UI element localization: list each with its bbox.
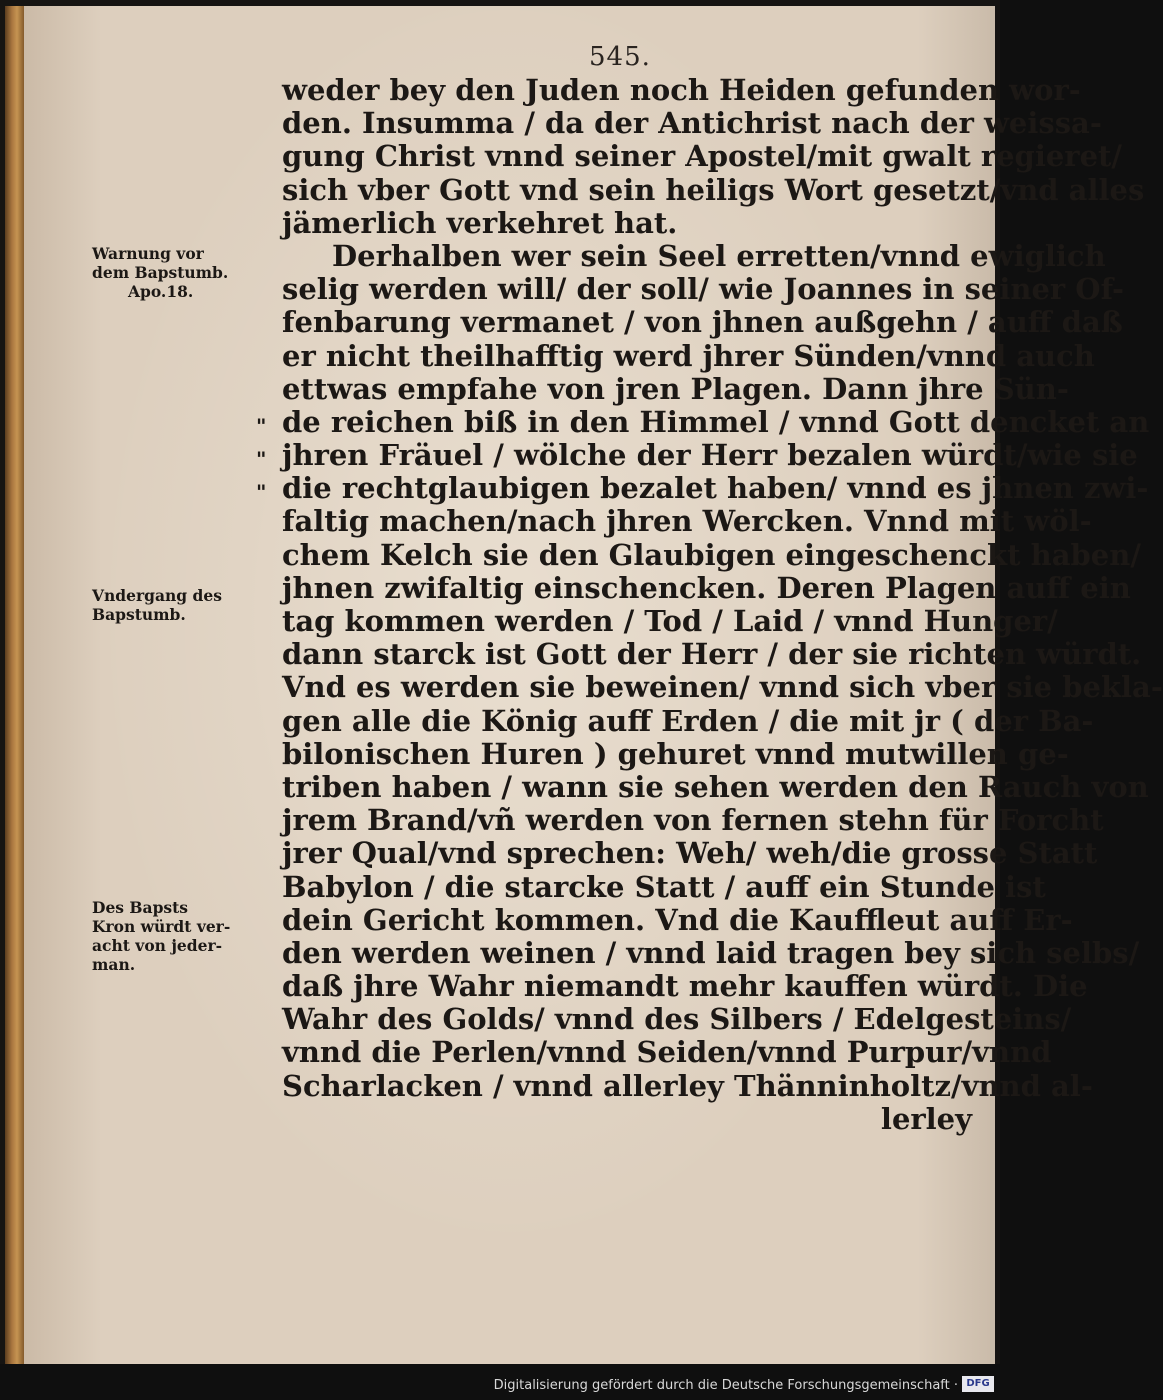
text-line: gung Christ vnnd seiner Apostel/mit gwalt regieret/ bbox=[282, 139, 1123, 174]
margin-note-line: Warnung vor bbox=[92, 244, 204, 263]
text-line: er nicht theilhafftig werd jhrer Sünden/vnnd auch bbox=[282, 338, 1095, 373]
margin-note-line: Bapstumb. bbox=[92, 605, 186, 624]
text-line: dann starck ist Gott der Herr / der sie richten würdt. bbox=[282, 637, 1142, 672]
text-line: die rechtglaubigen bezalet haben/ vnnd es jhnen zwi- bbox=[282, 471, 1149, 506]
margin-note-crown bbox=[92, 898, 230, 974]
text-line: Scharlacken / vnnd allerley Thänninholtz/vnnd al- bbox=[282, 1068, 1093, 1103]
text-line: den. Insumma / da der Antichrist nach der weissa- bbox=[282, 106, 1102, 141]
book-page bbox=[24, 6, 1163, 1364]
text-line: dein Gericht kommen. Vnd die Kauffleut auff Er- bbox=[282, 902, 1073, 937]
text-line: vnnd die Perlen/vnnd Seiden/vnnd Purpur/vnnd bbox=[282, 1035, 1052, 1070]
text-line: selig werden will/ der soll/ wie Joannes in seiner Of- bbox=[282, 272, 1125, 307]
text-line: jämerlich verkehret hat. bbox=[282, 205, 678, 240]
margin-note-line: man. bbox=[92, 955, 136, 974]
text-line: jrer Qual/vnd sprechen: Weh/ weh/die grosse Statt bbox=[282, 836, 1098, 871]
text-line: Wahr des Golds/ vnnd des Silbers / Edelgesteins/ bbox=[282, 1002, 1072, 1037]
catchword: lerley bbox=[880, 1101, 972, 1136]
quote-mark: " bbox=[256, 414, 267, 438]
margin-note-warning bbox=[92, 244, 228, 301]
text-line: den werden weinen / vnnd laid tragen bey sich selbs/ bbox=[282, 935, 1140, 970]
funding-credit: Digitalisierung gefördert durch die Deutsche Forschungsgemeinschaft · bbox=[493, 1378, 958, 1393]
dfg-logo: DFG bbox=[962, 1376, 994, 1392]
text-line: gen alle die König auff Erden / die mit jr ( der Ba- bbox=[282, 703, 1094, 738]
text-line: bilonischen Huren ) gehuret vnnd mutwillen ge- bbox=[282, 736, 1069, 771]
main-text-block bbox=[282, 73, 1163, 1136]
text-line: tag kommen werden / Tod / Laid / vnnd Hunger/ bbox=[282, 604, 1058, 638]
text-line: de reichen biß in den Himmel / vnnd Gott dencket an bbox=[282, 404, 1150, 439]
margin-note-downfall bbox=[92, 586, 222, 624]
text-line: sich vber Gott vnd sein heiligs Wort gesetzt/vnd alles bbox=[282, 172, 1145, 207]
quote-mark: " bbox=[256, 447, 267, 471]
margin-note-line: Apo.18. bbox=[128, 282, 194, 301]
text-line: ettwas empfahe von jren Plagen. Dann jhre Sün- bbox=[282, 371, 1069, 406]
text-line: Babylon / die starcke Statt / auff ein Stunde ist bbox=[282, 869, 1046, 904]
margin-note-line: Kron würdt ver- bbox=[92, 917, 231, 936]
footer-bar bbox=[0, 1364, 1000, 1400]
text-line: chem Kelch sie den Glaubigen eingeschenckt haben/ bbox=[282, 537, 1141, 572]
text-line: weder bey den Juden noch Heiden gefunden wor- bbox=[282, 73, 1081, 107]
quote-mark: " bbox=[256, 480, 267, 504]
text-line: faltig machen/nach jhren Wercken. Vnnd mit wöl- bbox=[282, 504, 1092, 539]
text-line: fenbarung vermanet / von jhnen außgehn / auff daß bbox=[282, 305, 1123, 340]
text-line: jhren Fräuel / wölche der Herr bezalen würdt/wie sie bbox=[282, 438, 1138, 473]
margin-note-line: dem Bapstumb. bbox=[92, 263, 229, 282]
margin-note-line: Vndergang des bbox=[92, 586, 222, 605]
book-page-edges bbox=[5, 6, 25, 1364]
margin-note-line: Des Bapsts bbox=[92, 898, 189, 917]
text-line: Vnd es werden sie beweinen/ vnnd sich vber sie bekla- bbox=[282, 670, 1163, 705]
text-line: daß jhre Wahr niemandt mehr kauffen würdt. Die bbox=[282, 969, 1088, 1004]
page-number: 545. bbox=[589, 42, 651, 72]
margin-note-line: acht von jeder- bbox=[92, 936, 223, 955]
text-line: triben haben / wann sie sehen werden den Rauch von bbox=[282, 769, 1149, 804]
text-line: Derhalben wer sein Seel erretten/vnnd ewiglich bbox=[332, 238, 1106, 273]
text-line: jhnen zwifaltig einschencken. Deren Plagen auff ein bbox=[282, 570, 1131, 605]
text-line: jrem Brand/vñ werden von fernen stehn für Forcht bbox=[282, 803, 1104, 838]
